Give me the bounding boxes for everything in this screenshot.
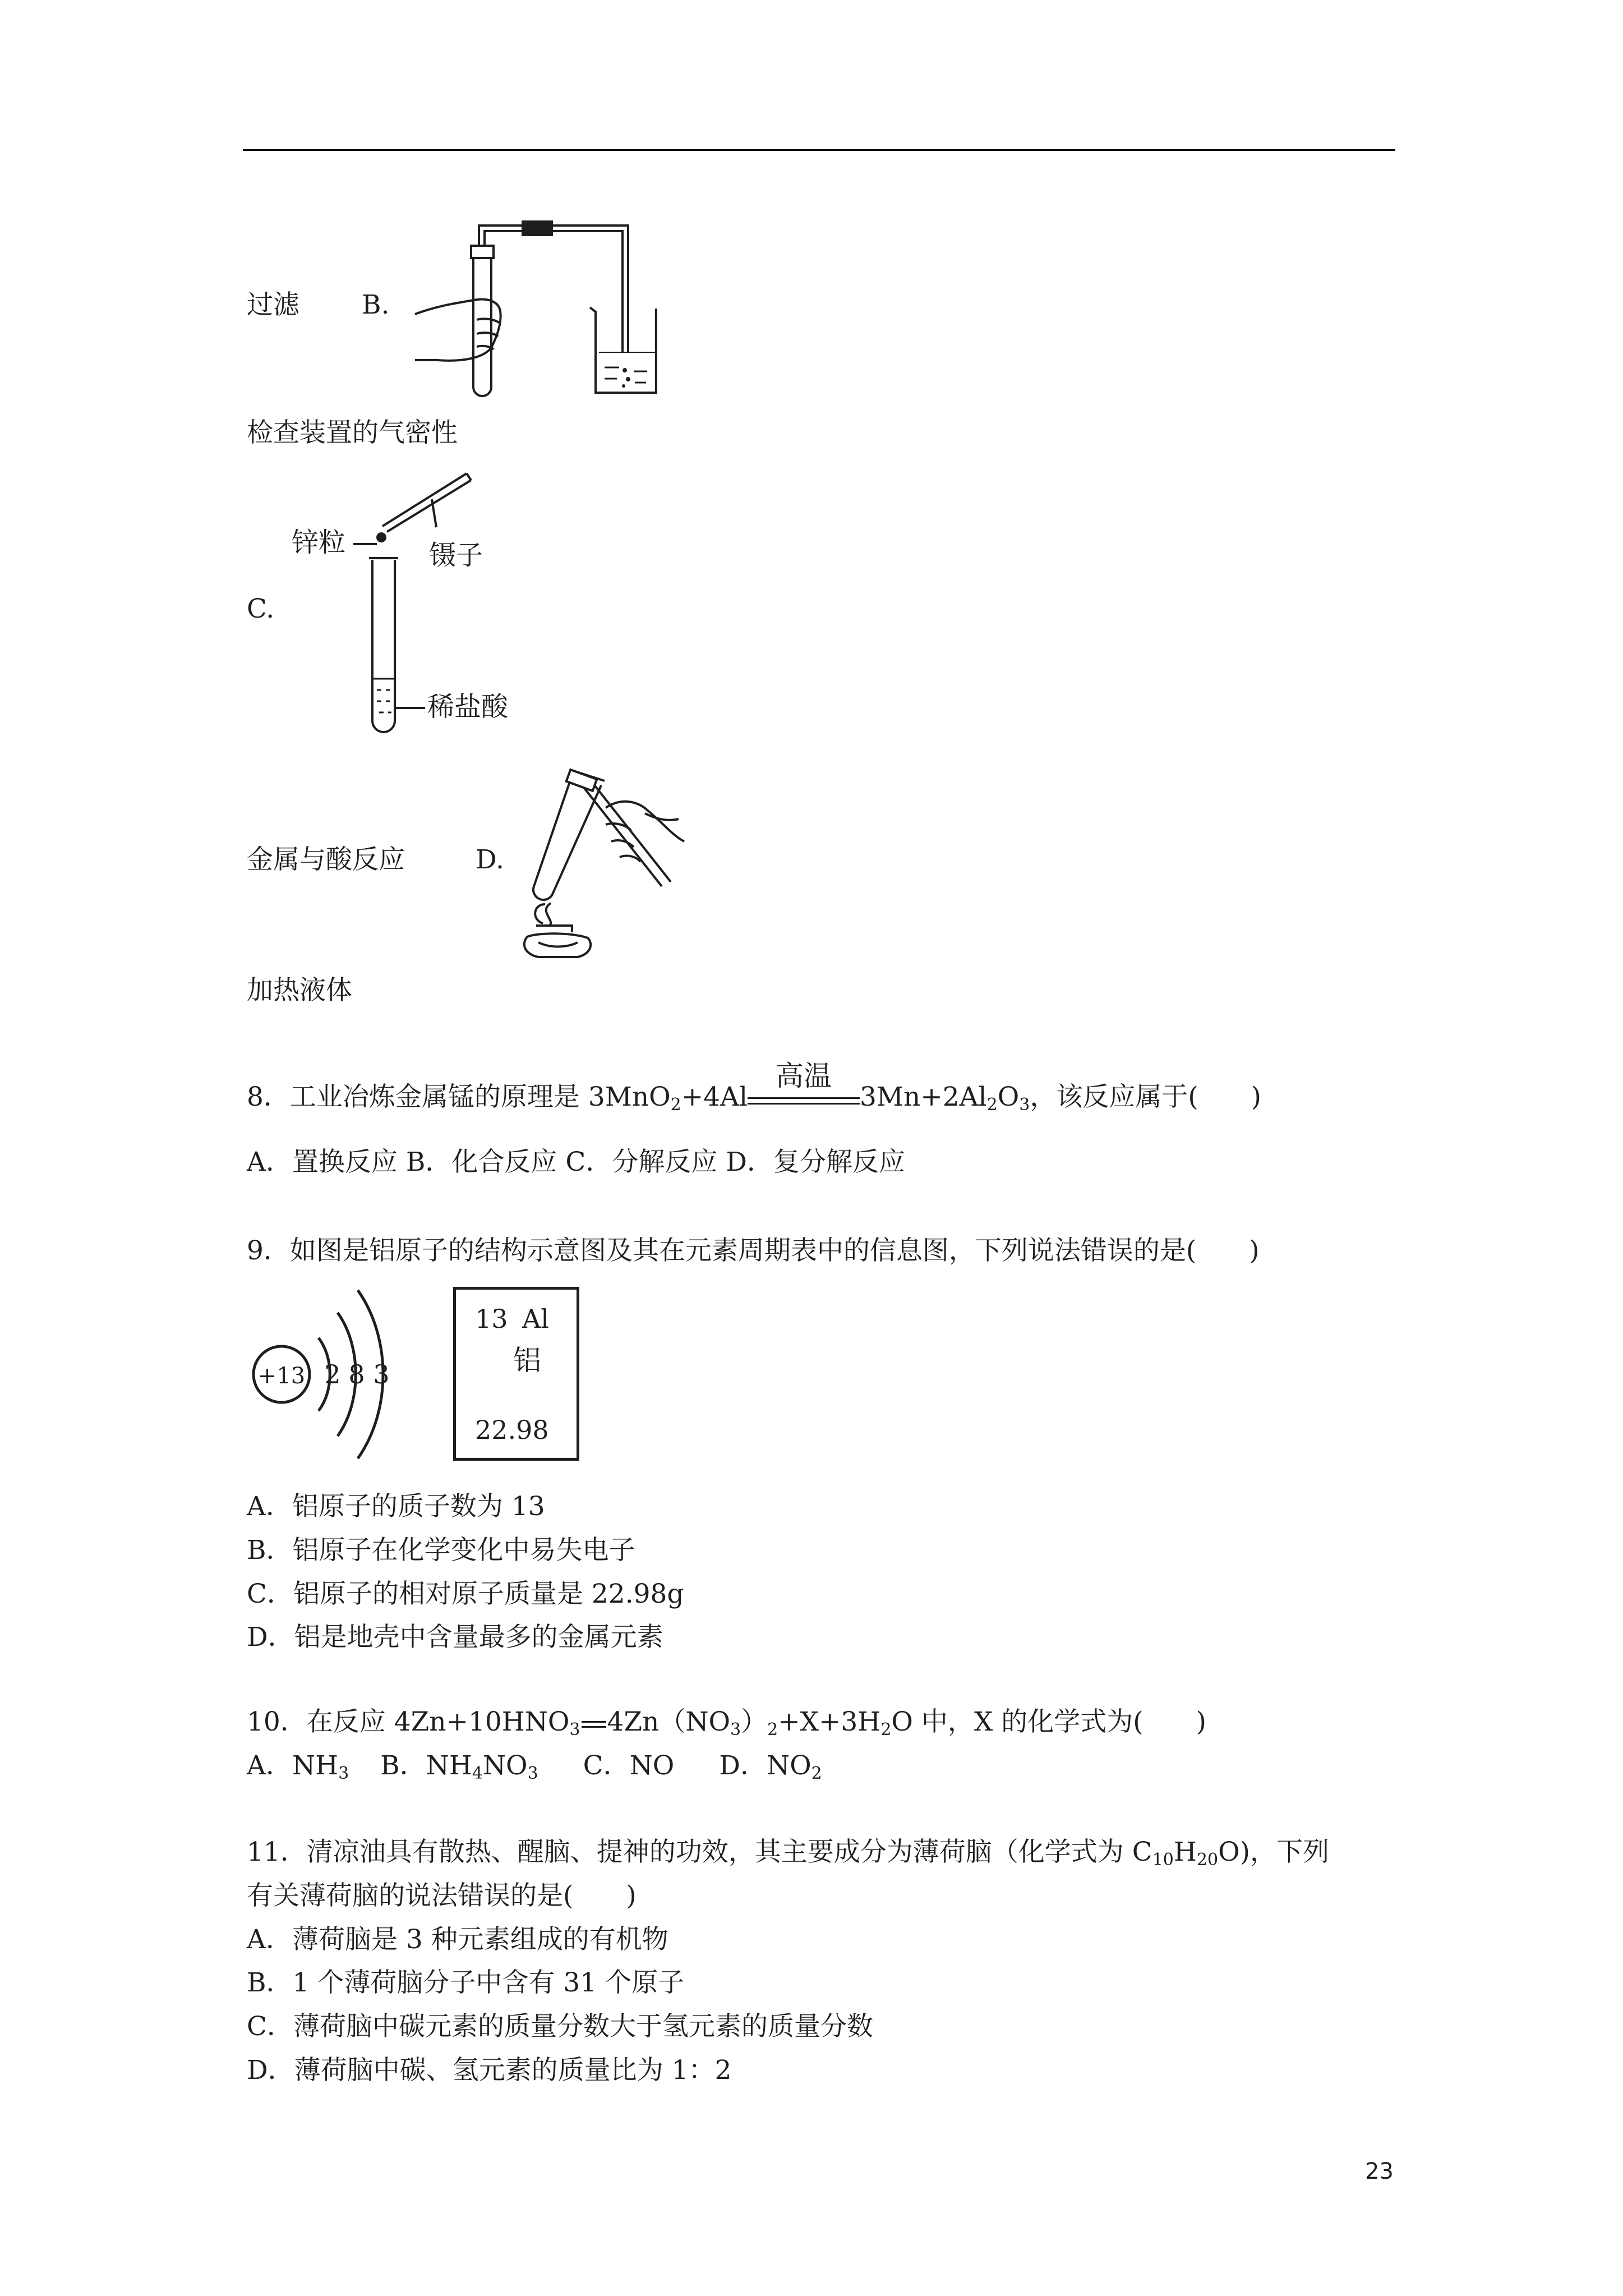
question-9-stem: 9．如图是铝原子的结构示意图及其在元素周期表中的信息图，下列说法错误的是( )	[247, 1235, 1260, 1266]
header-rule	[243, 149, 1395, 151]
shell-1-electrons: 2	[324, 1359, 341, 1389]
question-11-stem-line-1: 11．清凉油具有散热、醒脑、提神的功效，其主要成分为薄荷脑（化学式为 $C_{10}H_{20}O$)，下列	[247, 1837, 1329, 1870]
heating-liquid-figure	[516, 757, 729, 965]
question-9-option-b: B．铝原子在化学变化中易失电子	[247, 1535, 635, 1566]
option-d-caption: 加热液体	[247, 975, 352, 1006]
question-11-option-c: C．薄荷脑中碳元素的质量分数大于氢元素的质量分数	[247, 2011, 873, 2042]
relative-atomic-mass: 22.98	[475, 1415, 549, 1445]
option-a-caption: 过滤	[247, 289, 299, 320]
atomic-number: 13	[475, 1304, 508, 1334]
option-c-letter: C.	[247, 593, 275, 624]
question-10-stem: 10．在反应 $4Zn+10HNO_3$ $4Zn(NO_3)_2+X+3H_2O$ 中，X 的化学式为( )	[247, 1706, 1206, 1740]
aluminum-atom-structure-diagram	[247, 1285, 415, 1487]
question-11-option-b: B．1 个薄荷脑分子中含有 31 个原子	[247, 1967, 685, 1998]
question-9-option-c: C．铝原子的相对原子质量是 22.98g	[247, 1579, 684, 1609]
question-8-options: A．置换反应 B．化合反应 C．分解反应 D．复分解反应	[247, 1147, 905, 1177]
tweezers-label: 镊子	[429, 540, 483, 571]
equals-sign	[580, 1705, 607, 1739]
question-9-option-a: A．铝原子的质子数为 13	[247, 1491, 545, 1522]
high-temperature-reaction-sign	[748, 1060, 860, 1114]
reaction-condition: 高温	[776, 1060, 832, 1092]
shell-3-electrons: 3	[373, 1359, 390, 1389]
question-11-stem-line-2: 有关薄荷脑的说法错误的是( )	[247, 1880, 637, 1911]
element-name: 铝	[513, 1344, 541, 1377]
question-8-stem: 8．工业冶炼金属锰的原理是 3MnO$_2$+4Al 高温 $3Mn+2Al_2O_3$，该反应属于( )	[247, 1060, 1262, 1115]
periodic-table-cell	[453, 1287, 579, 1461]
question-9-option-d: D．铝是地壳中含量最多的金属元素	[247, 1622, 663, 1653]
dilute-hcl-label: 稀盐酸	[427, 691, 509, 723]
question-11-option-d: D．薄荷脑中碳、氢元素的质量比为 1：2	[247, 2055, 732, 2086]
shell-2-electrons: 8	[348, 1359, 365, 1389]
option-b-caption: 检查装置的气密性	[247, 417, 458, 448]
question-10-options: A．$NH_3$ B．$NH_4NO_3$ C．NO D．$NO_2$	[247, 1750, 822, 1783]
zinc-granules-label: 锌粒	[292, 527, 346, 558]
option-b-letter: B.	[362, 289, 390, 320]
question-11-option-a: A．薄荷脑是 3 种元素组成的有机物	[247, 1924, 668, 1955]
element-symbol: Al	[522, 1304, 549, 1334]
option-d-letter: D.	[476, 844, 504, 875]
option-c-caption: 金属与酸反应	[247, 844, 405, 875]
nucleus-charge: +13	[257, 1363, 306, 1389]
airtightness-check-figure	[393, 208, 684, 404]
page-number: 23	[1365, 2159, 1394, 2184]
